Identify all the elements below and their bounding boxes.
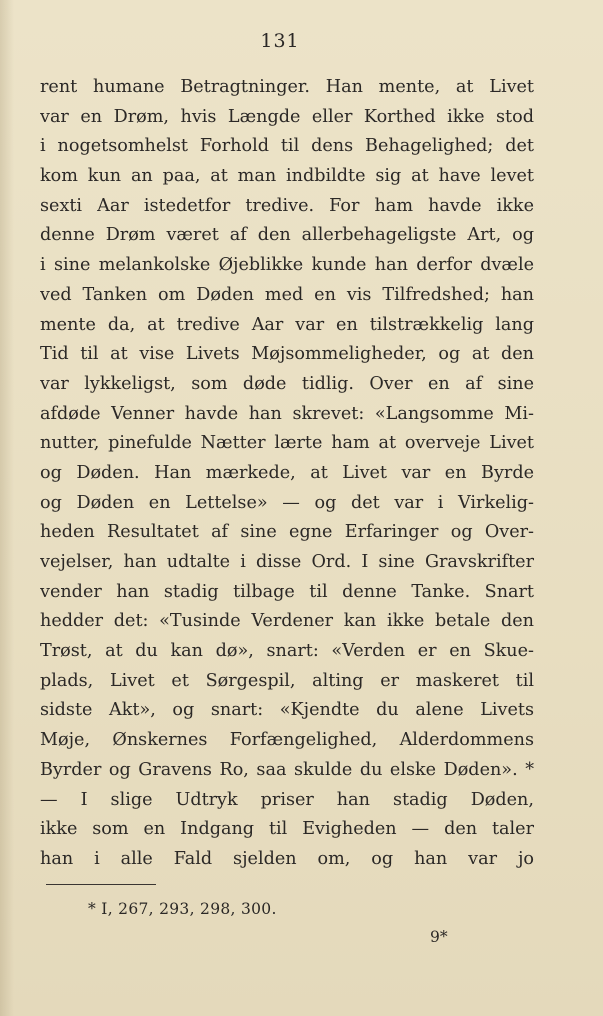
text-line: rent humane Betragtninger. Han mente, at Livet bbox=[40, 77, 534, 97]
text-line: sexti Aar istedetfor tredive. For ham havde ikke bbox=[40, 195, 534, 216]
text-line: ved Tanken om Døden med en vis Tilfredshed; han bbox=[40, 284, 534, 305]
text-line: i sine melankolske Øjeblikke kunde han derfor dvæle bbox=[40, 255, 534, 276]
text-line: sidste Akt», og snart: «Kjendte du alene Livets bbox=[40, 700, 534, 721]
page-number: 131 bbox=[260, 30, 300, 52]
text-line: Byrder og Gravens Ro, saa skulde du elske Døden». * bbox=[40, 759, 534, 780]
text-line: kom kun an paa, at man indbildte sig at have levet bbox=[40, 166, 534, 187]
footnote-divider bbox=[46, 884, 156, 885]
text-line: Trøst, at du kan dø», snart: «Verden er en Skue- bbox=[40, 641, 534, 662]
text-line: heden Resultatet af sine egne Erfaringer og Over- bbox=[40, 522, 534, 543]
text-line: var en Drøm, hvis Længde eller Korthed ikke stod bbox=[40, 106, 534, 127]
text-line: var lykkeligst, som døde tidlig. Over en af sine bbox=[40, 373, 534, 394]
text-line: — I slige Udtryk priser han stadig Døden, bbox=[40, 789, 534, 810]
text-line: vejelser, han udtalte i disse Ord. I sine Gravskrifter bbox=[40, 552, 534, 572]
signature-mark: 9* bbox=[430, 928, 448, 946]
text-line: mente da, at tredive Aar var en tilstrækkelig lang bbox=[40, 314, 534, 335]
text-line: nutter, pinefulde Nætter lærte ham at overveje Livet bbox=[40, 433, 534, 454]
text-line: plads, Livet et Sørgespil, alting er maskeret til bbox=[40, 670, 534, 691]
text-line: han i alle Fald sjelden om, og han var jo bbox=[40, 848, 534, 869]
text-line: afdøde Venner havde han skrevet: «Langsomme Mi- bbox=[40, 403, 534, 424]
text-line: Møje, Ønskernes Forfængelighed, Alderdommens bbox=[40, 730, 534, 751]
text-line: og Døden en Lettelse» — og det var i Virkelig- bbox=[40, 492, 534, 513]
footnote: * I, 267, 293, 298, 300. bbox=[88, 900, 277, 918]
text-line: denne Drøm været af den allerbehageligste Art, og bbox=[40, 225, 534, 246]
text-line: ikke som en Indgang til Evigheden — den taler bbox=[40, 819, 534, 840]
text-line: hedder det: «Tusinde Verdener kan ikke betale den bbox=[40, 611, 534, 632]
text-line: Tid til at vise Livets Møjsommeligheder, og at den bbox=[40, 344, 534, 365]
text-line: og Døden. Han mærkede, at Livet var en Byrde bbox=[40, 462, 534, 483]
body-text bbox=[40, 73, 534, 875]
text-line: i nogetsomhelst Forhold til dens Behagelighed; det bbox=[40, 136, 534, 157]
text-line: vender han stadig tilbage til denne Tanke. Snart bbox=[40, 581, 534, 602]
